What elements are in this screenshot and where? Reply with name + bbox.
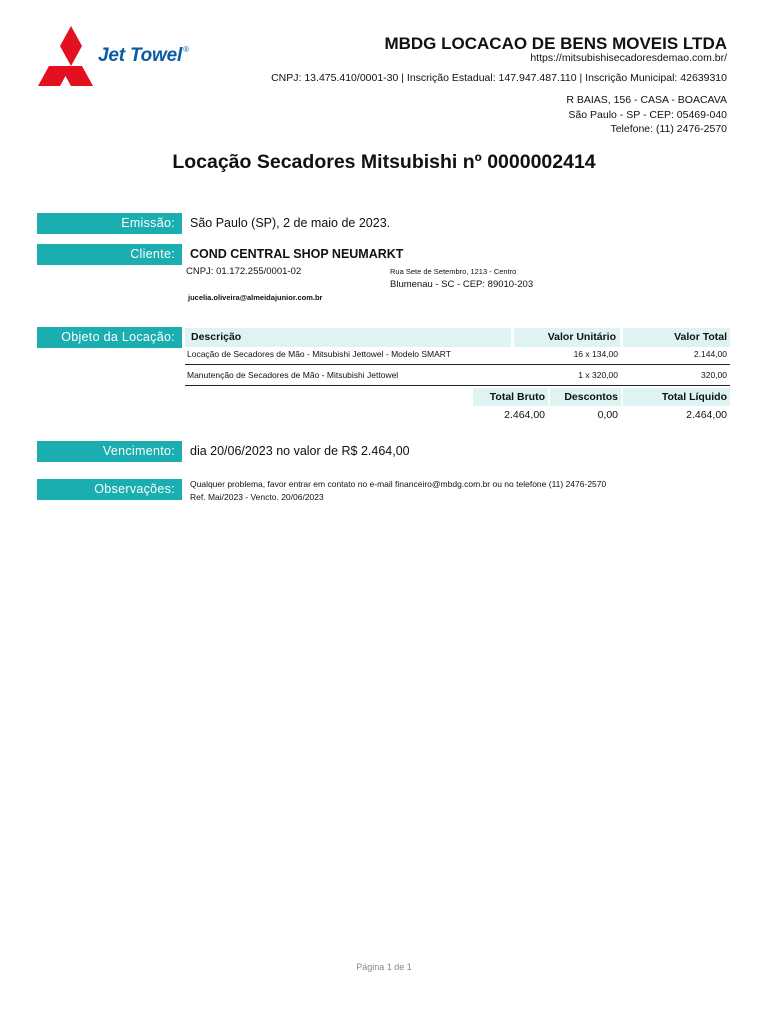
cliente-street: Rua Sete de Setembro, 1213 - Centro: [390, 267, 517, 276]
objeto-label: Objeto da Locação:: [37, 327, 182, 348]
header-descricao: Descrição: [185, 328, 511, 347]
page-number: Página 1 de 1: [356, 962, 412, 972]
item-2-descricao: Manutenção de Secadores de Mão - Mitsubishi Jettowel: [187, 370, 399, 380]
observacoes-label: Observações:: [37, 479, 182, 500]
vencimento-value: dia 20/06/2023 no valor de R$ 2.464,00: [190, 444, 410, 458]
header-valor-total: Valor Total: [623, 328, 730, 347]
vencimento-label: Vencimento:: [37, 441, 182, 462]
cliente-label: Cliente:: [37, 244, 182, 265]
jet-towel-logo: [36, 26, 206, 90]
emissao-label: Emissão:: [37, 213, 182, 234]
company-phone: Telefone: (11) 2476-2570: [610, 123, 727, 135]
total-liquido-header: Total Líquido: [623, 388, 730, 406]
header-valor-unitario: Valor Unitário: [514, 328, 620, 347]
cliente-name: COND CENTRAL SHOP NEUMARKT: [190, 247, 404, 261]
total-bruto-header: Total Bruto: [473, 388, 548, 406]
item-2-total: 320,00: [701, 370, 727, 380]
emissao-value: São Paulo (SP), 2 de maio de 2023.: [190, 216, 391, 230]
total-bruto-value: 2.464,00: [504, 409, 545, 421]
brand-name: Jet Towel®: [98, 45, 189, 66]
item-1-total: 2.144,00: [693, 349, 727, 359]
cliente-email[interactable]: jucelia.oliveira@almeidajunior.com.br: [188, 293, 323, 302]
company-name: MBDG LOCACAO DE BENS MOVEIS LTDA: [384, 34, 727, 53]
row-divider: [185, 364, 730, 365]
mitsubishi-diamonds-icon: [36, 26, 98, 90]
observacoes-line-2: Ref. Mai/2023 - Vencto. 20/06/2023: [190, 492, 324, 502]
observacoes-line-1: Qualquer problema, favor entrar em contato no e-mail financeiro@mbdg.com.br ou no telefone (11) 2476-2570: [190, 479, 607, 489]
items-table-header: [185, 328, 730, 347]
company-website[interactable]: https://mitsubishisecadoresdemao.com.br/: [530, 52, 727, 64]
descontos-header: Descontos: [550, 388, 621, 406]
company-registration: CNPJ: 13.475.410/0001-30 | Inscrição Estadual: 147.947.487.110 | Inscrição Municipal: 42639310: [271, 72, 727, 84]
address-line-2: São Paulo - SP - CEP: 05469-040: [568, 108, 727, 121]
total-liquido-value: 2.464,00: [686, 409, 727, 421]
company-address: [566, 93, 727, 137]
address-line-1: R BAIAS, 156 - CASA - BOACAVA: [566, 94, 727, 106]
item-1-unitario: 16 x 134,00: [573, 349, 618, 359]
row-divider: [185, 385, 730, 386]
cliente-cnpj: CNPJ: 01.172.255/0001-02: [186, 266, 302, 277]
item-1-descricao: Locação de Secadores de Mão - Mitsubishi Jettowel - Modelo SMART: [187, 349, 451, 359]
descontos-value: 0,00: [597, 409, 618, 421]
item-2-unitario: 1 x 320,00: [578, 370, 618, 380]
document-title: Locação Secadores Mitsubishi nº 0000002414: [172, 151, 596, 173]
cliente-city: Blumenau - SC - CEP: 89010-203: [390, 279, 534, 290]
